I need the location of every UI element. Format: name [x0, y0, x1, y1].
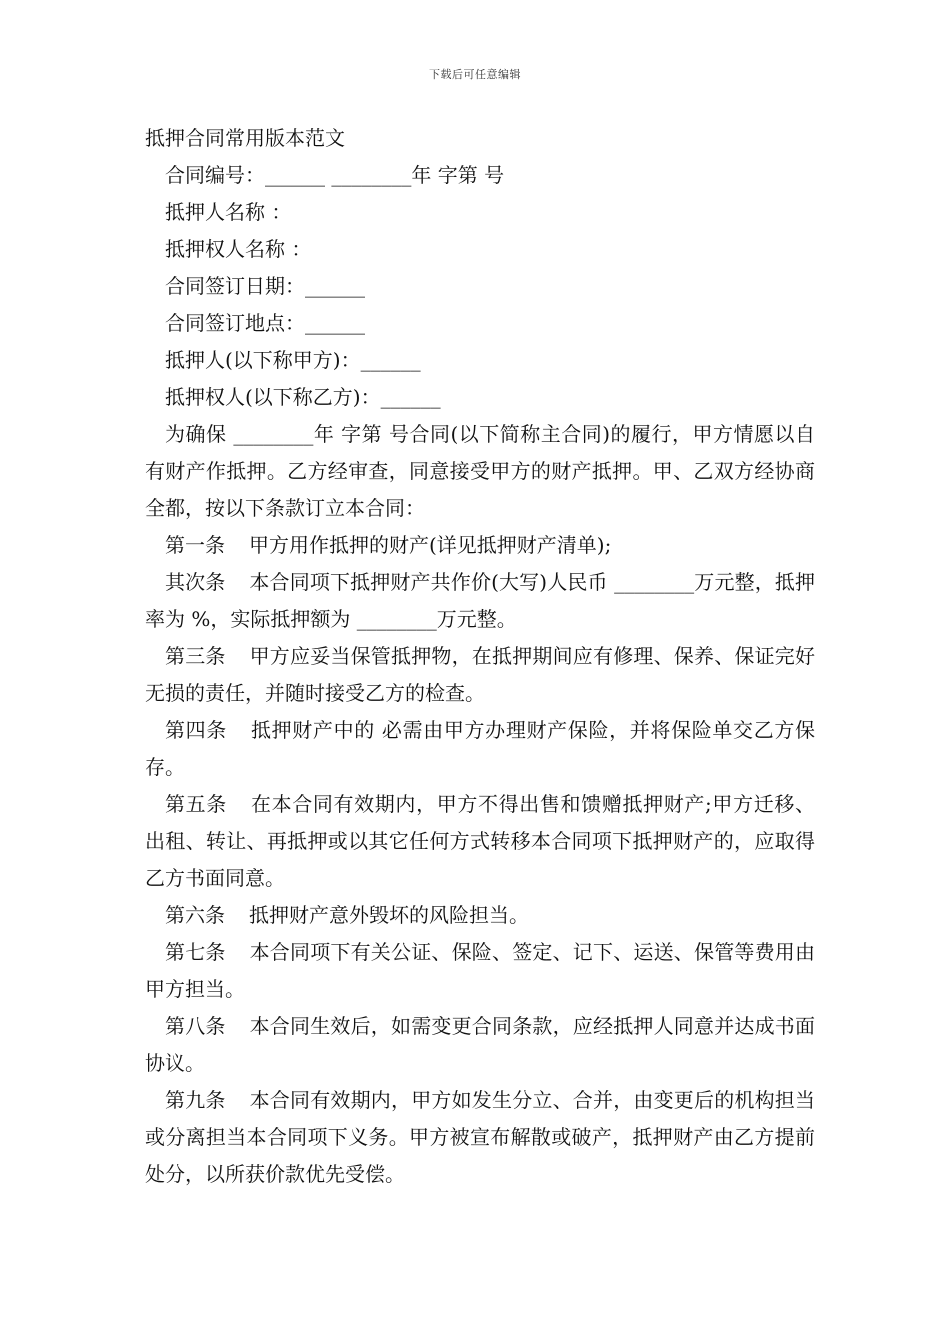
- clause-text: 抵押财产意外毁坏的风险担当。: [249, 903, 529, 927]
- clause-text: 本合同项下有关公证、保险、签定、记下、运送、保管等费用由甲方担当。: [145, 940, 816, 1001]
- clause-heading: 第八条: [165, 1014, 226, 1038]
- field-party-b: 抵押权人(以下称乙方)：______: [165, 385, 441, 409]
- clause-text: 本合同有效期内，甲方如发生分立、合并，由变更后的机构担当或分离担当本合同项下义务。甲方被宣布解散或破产，抵押财产由乙方提前处分，以所获价款优先受偿。: [145, 1088, 816, 1186]
- clause-heading: 其次条: [165, 570, 226, 594]
- clause-heading: 第五条: [165, 792, 227, 816]
- clause-text: 甲方应妥当保管抵押物，在抵押期间应有修理、保养、保证完好无损的责任，并随时接受乙方的检查。: [145, 644, 816, 705]
- clause-2: [145, 564, 815, 638]
- clause-heading: 第一条: [165, 533, 225, 557]
- preamble-paragraph: 为确保 ________年 字第 号合同(以下简称主合同)的履行，甲方情愿以自有财产作抵押。乙方经审查，同意接受甲方的财产抵押。甲、乙双方经协商全都，按以下条款订立本合同：: [145, 422, 815, 520]
- document-body: [145, 120, 815, 1193]
- clause-5: [145, 786, 815, 897]
- clause-text: 本合同项下抵押财产共作价(大写)人民币 ________万元整，抵押率为 %，实际抵押额为 ________万元整。: [145, 570, 815, 631]
- clause-text: 在本合同有效期内，甲方不得出售和馈赠抵押财产;甲方迁移、出租、转让、再抵押或以其它任何方式转移本合同项下抵押财产的，应取得乙方书面同意。: [145, 792, 816, 890]
- clause-6: [145, 897, 815, 934]
- clause-1: [145, 527, 815, 564]
- clause-heading: 第七条: [165, 940, 226, 964]
- clause-8: [145, 1008, 815, 1082]
- clause-7: [145, 934, 815, 1008]
- field-mortgagee-name: 抵押权人名称 ：: [165, 237, 312, 261]
- clause-9: [145, 1082, 815, 1193]
- field-party-a: 抵押人(以下称甲方)：______: [165, 348, 421, 372]
- clause-text: 本合同生效后，如需变更合同条款，应经抵押人同意并达成书面协议。: [145, 1014, 816, 1075]
- field-contract-number: 合同编号：______ ________年 字第 号: [165, 163, 505, 187]
- header-note: 下载后可任意编辑: [429, 68, 521, 81]
- clause-heading: 第六条: [165, 903, 225, 927]
- document-title: 抵押合同常用版本范文: [145, 126, 345, 150]
- clause-heading: 第三条: [165, 644, 226, 668]
- field-signing-place: 合同签订地点：______: [165, 311, 365, 335]
- clause-text: 甲方用作抵押的财产(详见抵押财产清单);: [249, 533, 612, 557]
- field-mortgagor-name: 抵押人名称 ：: [165, 200, 292, 224]
- clause-4: [145, 712, 815, 786]
- clause-text: 抵押财产中的 必需由甲方办理财产保险，并将保险单交乙方保存。: [145, 718, 816, 779]
- clause-heading: 第九条: [165, 1088, 226, 1112]
- clause-3: [145, 638, 815, 712]
- field-signing-date: 合同签订日期：______: [165, 274, 365, 298]
- clause-heading: 第四条: [165, 718, 227, 742]
